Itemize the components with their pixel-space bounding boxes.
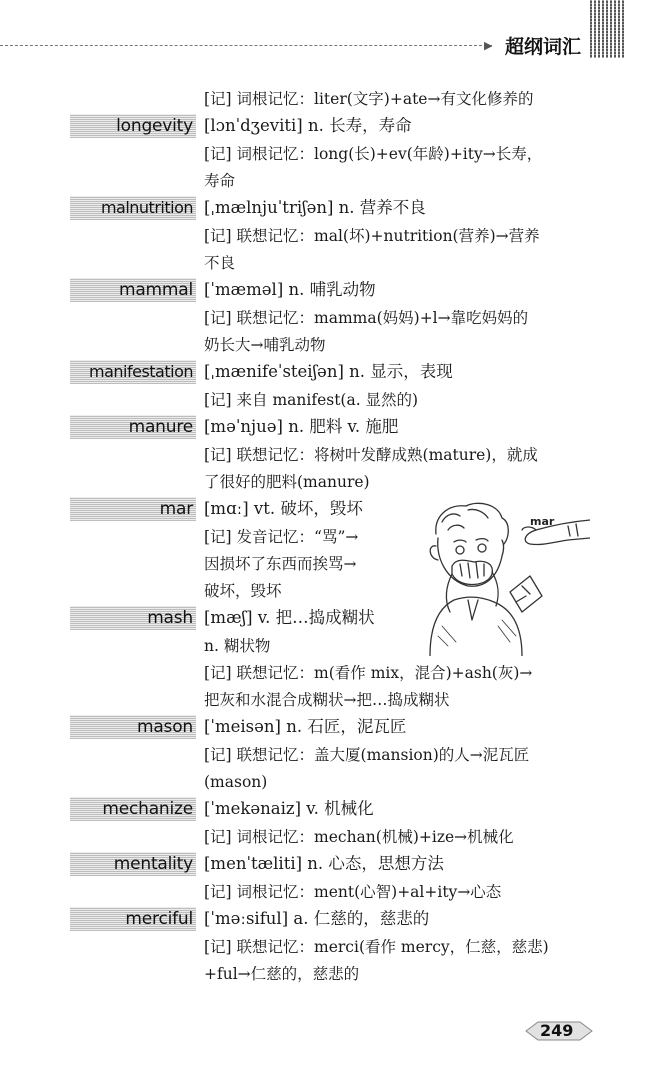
entry-note-text: [记] 来自 manifest(a. 显然的) [204,391,419,409]
header-arrow-icon: ▶ [484,39,493,52]
entry-note-text: 把灰和水混合成糊状→把…捣成糊状 [204,691,450,709]
headword-box [70,497,196,521]
entry-text-line [0,469,671,496]
headword-box [70,907,196,931]
entry-note-text: 因损坏了东西而挨骂→ [204,555,357,573]
entry-text-line [0,442,671,469]
entry-text-line [0,769,671,796]
header-rule [0,45,492,46]
entry-text-line [0,86,671,113]
headword: mason [136,717,193,737]
entry-note-text: [记] 联想记忆：m(看作 mix，混合)+ash(灰)→ [204,664,533,682]
headword-box [70,606,196,630]
header-stripes-decoration [590,0,626,58]
headword: mash [147,608,193,628]
entry-note-text: n. 糊状物 [204,637,271,655]
entry-pronunciation-definition: [mæʃ] v. 把…捣成糊状 [204,608,375,627]
headword-box [70,715,196,739]
headword-box [70,278,196,302]
entry-note-text: [记] 词根记忆：long(长)+ev(年龄)+ity→长寿， [204,145,543,163]
headword: manure [128,417,193,437]
headword: mentality [113,854,193,874]
entry-headword-line [0,796,671,824]
entry-note-text: 寿命 [204,172,236,190]
headword-box [70,797,196,821]
headword-box [70,360,196,384]
illustration-label: mar [530,515,555,528]
headword: mar [159,499,193,519]
entry-note-text: [记] 联想记忆：mal(坏)+nutrition(营养)→营养 [204,227,540,245]
headword-box [70,415,196,439]
headword: longevity [116,116,193,136]
entry-note-text: [记] 发音记忆：“骂”→ [204,528,359,546]
headword-box [70,114,196,138]
entry-pronunciation-definition: [lɔnˈdʒeviti] n. 长寿，寿命 [204,116,412,135]
entry-note-text: 不良 [204,254,236,272]
entry-text-line [0,141,671,168]
headword: merciful [125,909,193,929]
entry-pronunciation-definition: [ˈmeisən] n. 石匠，泥瓦匠 [204,717,407,736]
entry-note-text: 破坏，毁坏 [204,582,282,600]
entry-text-line [0,742,671,769]
headword: malnutrition [100,198,193,217]
entry-text-line [0,168,671,195]
headword-box [70,852,196,876]
entry-text-line [0,824,671,851]
entry-text-line [0,687,671,714]
entry-headword-line [0,113,671,141]
entry-note-text: [记] 联想记忆：盖大厦(mansion)的人→泥瓦匠 [204,746,530,764]
headword: mechanize [102,799,193,819]
entry-text-line [0,934,671,961]
entry-note-text: [记] 联想记忆：将树叶发酵成熟(mature)，就成 [204,446,538,464]
entry-text-line [0,332,671,359]
entry-note-text: 奶长大→哺乳动物 [204,336,326,354]
entry-note-text: [记] 词根记忆：ment(心智)+al+ity→心态 [204,883,502,901]
entry-headword-line [0,414,671,442]
entry-text-line [0,250,671,277]
entry-pronunciation-definition: [ˌmænifeˈsteiʃən] n. 显示，表现 [204,362,453,381]
entry-text-line [0,961,671,988]
entry-headword-line [0,195,671,223]
entry-text-line [0,879,671,906]
entry-note-text: +ful→仁慈的，慈悲的 [204,965,360,983]
entry-pronunciation-definition: [məˈnjuə] n. 肥料 v. 施肥 [204,417,399,436]
entry-pronunciation-definition: [ˈmekənaiz] v. 机械化 [204,799,374,818]
mar-illustration [418,496,590,656]
entry-pronunciation-definition: [mɑː] vt. 破坏，毁坏 [204,499,363,518]
entry-note-text: [记] 词根记忆：mechan(机械)+ize→机械化 [204,828,514,846]
headword: manifestation [88,362,193,381]
entry-note-text: 了很好的肥料(manure) [204,473,370,491]
entry-text-line [0,387,671,414]
entry-headword-line [0,714,671,742]
entry-headword-line [0,359,671,387]
entry-pronunciation-definition: [ˌmælnjuˈtriʃən] n. 营养不良 [204,198,426,217]
entry-text-line [0,305,671,332]
entry-headword-line [0,277,671,305]
entry-text-line [0,660,671,687]
entry-pronunciation-definition: [ˈməːsiful] a. 仁慈的，慈悲的 [204,909,430,928]
page-number: 249 [540,1021,574,1040]
entry-note-text: [记] 联想记忆：mamma(妈妈)+l→靠吃妈妈的 [204,309,529,327]
entry-text-line [0,223,671,250]
entry-headword-line [0,851,671,879]
headword-box [70,196,196,220]
entry-pronunciation-definition: [menˈtæliti] n. 心态，思想方法 [204,854,444,873]
entry-note-text: (mason) [204,773,268,791]
entry-headword-line [0,906,671,934]
entry-pronunciation-definition: [ˈmæməl] n. 哺乳动物 [204,280,376,299]
entry-note-text: [记] 联想记忆：merci(看作 mercy，仁慈，慈悲) [204,938,549,956]
entry-note-text: [记] 词根记忆：liter(文字)+ate→有文化修养的 [204,90,534,108]
page-header-title: 超纲词汇 [505,36,582,58]
headword: mammal [118,280,193,300]
